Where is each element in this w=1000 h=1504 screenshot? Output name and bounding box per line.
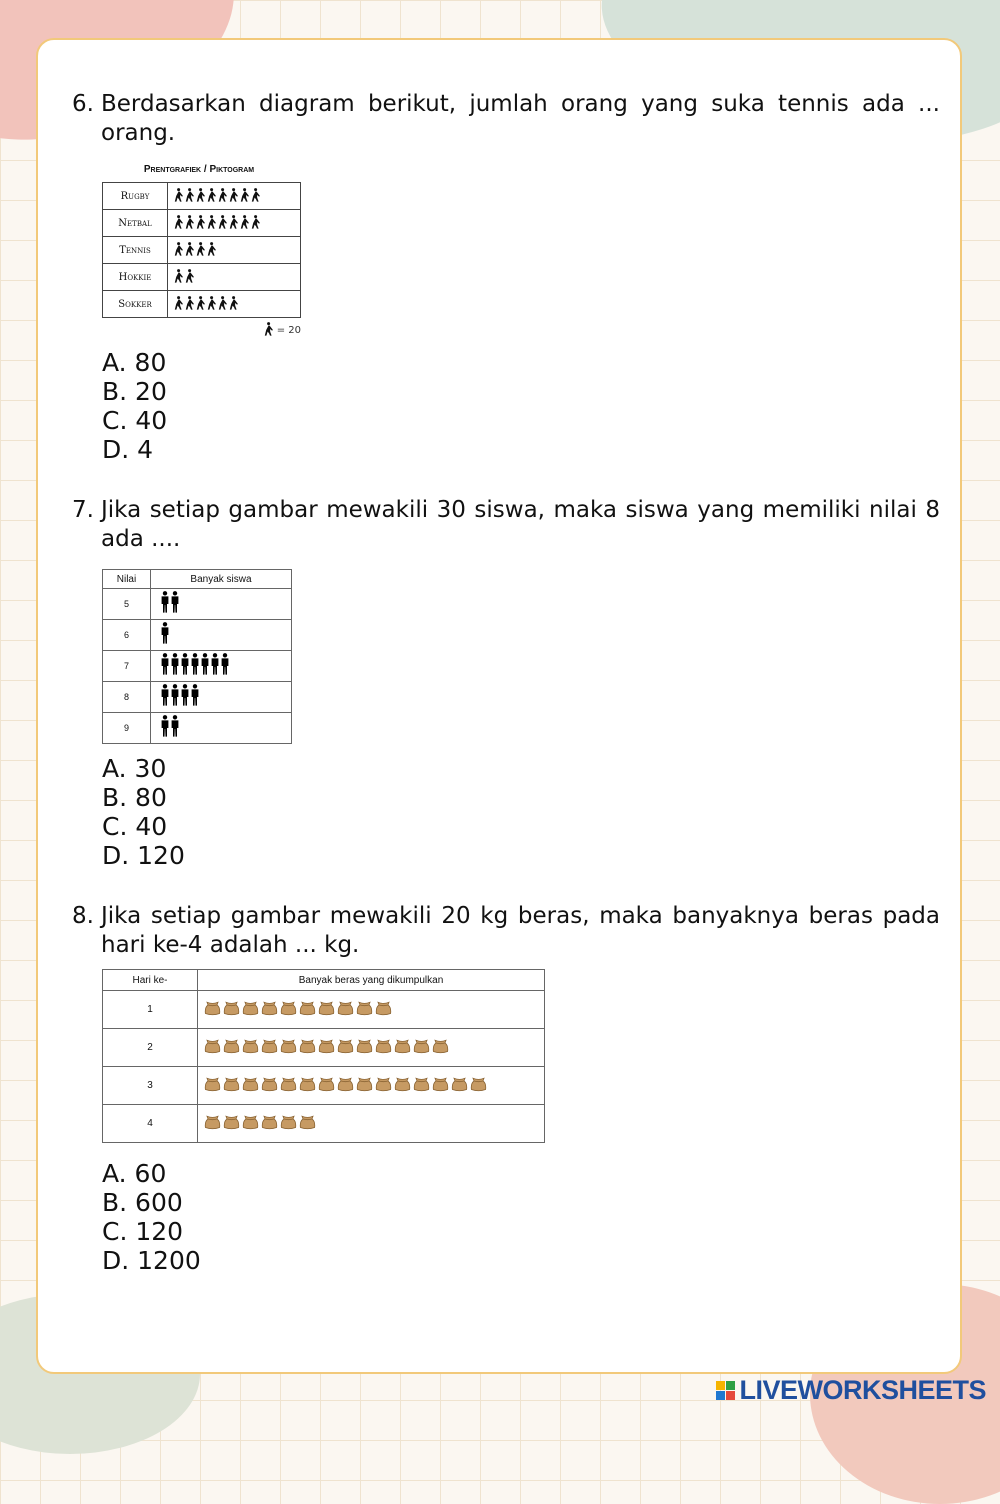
option-b[interactable]: B. 600: [102, 1188, 183, 1217]
pictogram-legend: [102, 322, 301, 339]
question-number: 6.: [72, 91, 94, 117]
row-label: 9: [103, 713, 151, 744]
person-icon: [201, 653, 209, 679]
icon-row: [204, 1029, 544, 1066]
row-label: 6: [103, 620, 151, 651]
icon-cell: [168, 183, 301, 210]
person-icon: [171, 653, 179, 679]
table-row: [103, 620, 292, 651]
rice-sack-icon: [432, 1076, 449, 1096]
row-label: 3: [103, 1067, 198, 1105]
person-icon: [221, 653, 229, 679]
pictogram-tennis: [102, 164, 301, 339]
question-text: Jika setiap gambar mewakili 20 kg beras, maka banyaknya beras pada hari ke-4 adalah ... kg.: [101, 903, 940, 958]
rice-sack-icon: [242, 1114, 259, 1134]
icon-row: [204, 991, 544, 1028]
rice-sack-icon: [242, 1000, 259, 1020]
column-header: Banyak siswa: [151, 570, 292, 589]
icon-row: [161, 620, 291, 650]
row-label: Netbal: [103, 210, 168, 237]
row-label: 7: [103, 651, 151, 682]
rice-sack-icon: [223, 1114, 240, 1134]
question-7: [72, 496, 940, 554]
icon-cell: [168, 291, 301, 318]
rice-sack-icon: [299, 1114, 316, 1134]
liveworksheets-logo-icon: [716, 1381, 735, 1400]
rice-sack-icon: [261, 1076, 278, 1096]
table-row: [103, 183, 301, 210]
icon-cell: [168, 210, 301, 237]
row-label: Sokker: [103, 291, 168, 318]
rice-sack-icon: [337, 1076, 354, 1096]
rice-sack-icon: [432, 1038, 449, 1058]
rice-sack-icon: [375, 1000, 392, 1020]
worksheet-card: [36, 38, 962, 1374]
person-icon: [191, 653, 199, 679]
walking-person-icon: [240, 187, 249, 206]
table-row: [103, 1105, 545, 1143]
table-row: [103, 589, 292, 620]
walking-person-icon: [229, 295, 238, 314]
row-label: Hokkie: [103, 264, 168, 291]
rice-sack-icon: [337, 1000, 354, 1020]
icon-row: [161, 589, 291, 619]
question-number: 8.: [72, 903, 94, 929]
rice-sack-icon: [299, 1038, 316, 1058]
rice-sack-icon: [223, 1038, 240, 1058]
walking-person-icon: [185, 295, 194, 314]
rice-sack-icon: [318, 1000, 335, 1020]
walking-person-icon: [185, 241, 194, 260]
walking-person-icon: [174, 295, 183, 314]
person-icon: [161, 715, 169, 741]
icon-row: [161, 682, 291, 712]
chart-title: Prentgrafiek / Piktogram: [143, 164, 255, 175]
icon-cell: [151, 620, 292, 651]
rice-sack-icon: [413, 1076, 430, 1096]
option-c[interactable]: C. 120: [102, 1217, 184, 1246]
rice-sack-icon: [356, 1000, 373, 1020]
table-row: [103, 264, 301, 291]
walking-person-icon: [185, 214, 194, 233]
rice-sack-icon: [261, 1114, 278, 1134]
icon-row: [161, 651, 291, 681]
rice-sack-icon: [375, 1038, 392, 1058]
walking-person-icon: [174, 187, 183, 206]
walking-person-icon: [185, 187, 194, 206]
column-header: Banyak beras yang dikumpulkan: [198, 970, 545, 991]
icon-cell: [151, 682, 292, 713]
rice-sack-icon: [318, 1076, 335, 1096]
rice-sack-icon: [223, 1076, 240, 1096]
icon-cell: [168, 237, 301, 264]
walking-person-icon: [196, 295, 205, 314]
rice-sack-icon: [280, 1038, 297, 1058]
rice-sack-icon: [451, 1076, 468, 1096]
option-d[interactable]: D. 1200: [102, 1246, 201, 1275]
walking-person-icon: [218, 295, 227, 314]
rice-sack-icon: [470, 1076, 487, 1096]
walking-person-icon: [174, 268, 183, 287]
person-icon: [161, 622, 169, 648]
walking-person-icon: [174, 214, 183, 233]
person-icon: [181, 653, 189, 679]
rice-sack-icon: [413, 1038, 430, 1058]
person-icon: [191, 684, 199, 710]
icon-cell: [151, 589, 292, 620]
table-row: [103, 682, 292, 713]
icon-cell: [168, 264, 301, 291]
walking-person-icon: [264, 322, 273, 339]
rice-sack-icon: [204, 1038, 221, 1058]
rice-sack-icon: [299, 1076, 316, 1096]
walking-person-icon: [207, 295, 216, 314]
person-icon: [211, 653, 219, 679]
icon-row: [174, 264, 300, 290]
rice-sack-icon: [280, 1000, 297, 1020]
walking-person-icon: [207, 241, 216, 260]
rice-sack-icon: [204, 1000, 221, 1020]
option-a[interactable]: A. 30: [102, 754, 167, 783]
walking-person-icon: [229, 187, 238, 206]
icon-cell: [198, 1105, 545, 1143]
walking-person-icon: [251, 214, 260, 233]
person-icon: [161, 684, 169, 710]
rice-sack-icon: [394, 1038, 411, 1058]
option-b[interactable]: B. 20: [102, 377, 167, 406]
walking-person-icon: [196, 214, 205, 233]
option-d[interactable]: D. 4: [102, 435, 154, 464]
row-label: 2: [103, 1029, 198, 1067]
option-c[interactable]: C. 40: [102, 406, 168, 435]
walking-person-icon: [207, 187, 216, 206]
options-q6: [102, 348, 167, 464]
icon-row: [174, 237, 300, 263]
brand-name: LIVEWORKSHEETS: [739, 1375, 986, 1405]
table-row: [103, 651, 292, 682]
walking-person-icon: [218, 214, 227, 233]
icon-cell: [198, 1029, 545, 1067]
icon-row: [204, 1067, 544, 1104]
person-icon: [161, 653, 169, 679]
pictogram-table: [102, 182, 301, 318]
icon-row: [204, 1105, 544, 1142]
icon-cell: [151, 713, 292, 744]
rice-sack-icon: [261, 1000, 278, 1020]
rice-sack-icon: [280, 1076, 297, 1096]
rice-sack-icon: [356, 1076, 373, 1096]
walking-person-icon: [196, 187, 205, 206]
walking-person-icon: [218, 187, 227, 206]
rice-sack-icon: [242, 1038, 259, 1058]
table-row: [103, 210, 301, 237]
option-d[interactable]: D. 120: [102, 841, 185, 870]
rice-sack-icon: [242, 1076, 259, 1096]
question-number: 7.: [72, 497, 94, 523]
rice-sack-icon: [261, 1038, 278, 1058]
row-label: 5: [103, 589, 151, 620]
table-row: [103, 291, 301, 318]
table-row: [103, 991, 545, 1029]
walking-person-icon: [229, 214, 238, 233]
row-label: 8: [103, 682, 151, 713]
rice-sack-icon: [223, 1000, 240, 1020]
options-q7: [102, 754, 185, 870]
question-6: [72, 90, 940, 148]
row-label: Rugby: [103, 183, 168, 210]
rice-sack-icon: [299, 1000, 316, 1020]
options-q8: [102, 1159, 201, 1275]
pictogram-table: [102, 969, 545, 1143]
person-icon: [171, 684, 179, 710]
option-a[interactable]: A. 80: [102, 348, 167, 377]
rice-sack-icon: [204, 1076, 221, 1096]
column-header: Hari ke-: [103, 970, 198, 991]
icon-row: [174, 291, 300, 317]
row-label: 1: [103, 991, 198, 1029]
rice-sack-icon: [375, 1076, 392, 1096]
walking-person-icon: [251, 187, 260, 206]
walking-person-icon: [185, 268, 194, 287]
rice-sack-icon: [394, 1076, 411, 1096]
column-header: Nilai: [103, 570, 151, 589]
pictogram-table: [102, 569, 292, 744]
icon-cell: [198, 991, 545, 1029]
person-icon: [171, 715, 179, 741]
option-c[interactable]: C. 40: [102, 812, 168, 841]
option-a[interactable]: A. 60: [102, 1159, 167, 1188]
icon-row: [174, 183, 300, 209]
icon-cell: [151, 651, 292, 682]
icon-row: [174, 210, 300, 236]
liveworksheets-footer[interactable]: [716, 1375, 986, 1406]
rice-sack-icon: [280, 1114, 297, 1134]
legend-text: = 20: [276, 325, 301, 336]
option-b[interactable]: B. 80: [102, 783, 167, 812]
person-icon: [181, 684, 189, 710]
rice-sack-icon: [318, 1038, 335, 1058]
pictogram-nilai: [102, 569, 292, 744]
table-row: [103, 237, 301, 264]
row-label: Tennis: [103, 237, 168, 264]
rice-sack-icon: [356, 1038, 373, 1058]
rice-sack-icon: [204, 1114, 221, 1134]
icon-row: [161, 713, 291, 743]
rice-sack-icon: [337, 1038, 354, 1058]
question-text: Berdasarkan diagram berikut, jumlah orang yang suka tennis ada ... orang.: [101, 91, 940, 146]
row-label: 4: [103, 1105, 198, 1143]
walking-person-icon: [196, 241, 205, 260]
table-row: [103, 1067, 545, 1105]
icon-cell: [198, 1067, 545, 1105]
person-icon: [171, 591, 179, 617]
walking-person-icon: [174, 241, 183, 260]
walking-person-icon: [240, 214, 249, 233]
pictogram-beras: [102, 969, 545, 1143]
table-row: [103, 713, 292, 744]
question-text: Jika setiap gambar mewakili 30 siswa, maka siswa yang memiliki nilai 8 ada ....: [101, 497, 940, 552]
person-icon: [161, 591, 169, 617]
table-row: [103, 1029, 545, 1067]
walking-person-icon: [207, 214, 216, 233]
question-8: [72, 902, 940, 960]
